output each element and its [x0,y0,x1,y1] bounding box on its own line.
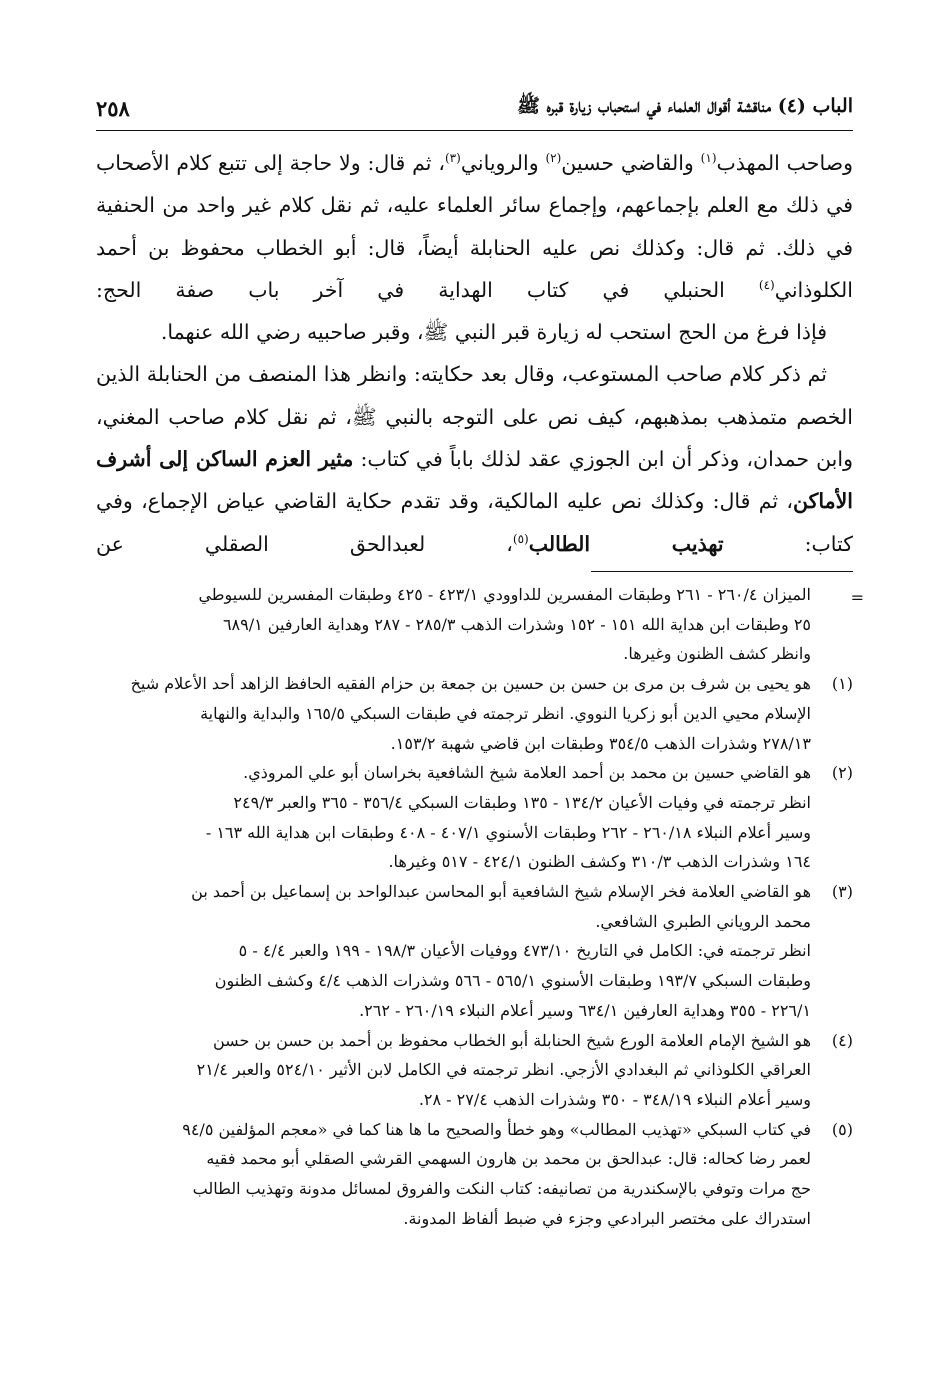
paragraph-1: وصاحب المهذب$^{(١)}$ والقاضي حسين$^{(٢)}$ والروياني$^{(٣)}$، ثم قال: ولا حاجة إلى تتبع كلام الأصحاب في ذلك مع العلم بإجماعهم، وإجماع سائر العلماء عليه، ثم نقل كلام غير واحد من الحنفية في ذلك. ثم قال: وكذلك نص عليه الحنابلة أيضاً، قال: أبو الخطاب محفوظ بن أحمد الكلوذاني$^{(٤)}$ الحنبلي في كتاب الهداية في آخر باب صفة الحج: [96,151,853,302]
footnote-line: وانظر كشف الظنون وغيرها. [623,644,811,664]
footnotes [96,580,853,1233]
footnote-number: (٤) [831,1030,853,1050]
chapter-title: الباب (٤) مناقشة أقوال العلماء في استحباب زيارة قبره ﷺ [517,95,853,117]
footnote-line: هو الشيخ الإمام العلامة الورع شيخ الحنابلة أبو الخطاب محفوظ بن أحمد بن حسن بن حسن [213,1030,811,1050]
footnote-line: محمد الروياني الطبري الشافعي. [595,911,811,931]
book-title-muthir: مثير العزم الساكن إلى أشرف الأماكن [96,447,853,514]
book-title-tahdhib: تهذيب الطالب [528,531,724,556]
footnote-line: في كتاب السبكي «تهذيب المطالب» وهو خطأ والصحيح ما ها هنا كما في «معجم المؤلفين ٩٤/٥ [182,1119,811,1139]
footnote-ref-3: (٣) [444,151,461,166]
running-header [96,88,853,128]
footnote-5 [96,1115,853,1234]
footnote-number: (٢) [831,763,853,783]
continuation-mark: = [850,588,864,607]
footnote-line: العراقي الكلوذاني ثم البغدادي الأزجي. انظر ترجمته في الكامل لابن الأثير ٥٢٤/١٠ والعبر ٢١/٤ [196,1060,811,1080]
footnote-line: هو القاضي العلامة فخر الإسلام شيخ الشافعية أبو المحاسن عبدالواحد بن إسماعيل بن أحمد بن [191,882,811,902]
footnote-line: ٢٧٨/١٣ وشذرات الذهب ٣٥٤/٥ وطبقات ابن قاضي شهبة ١٥٣/٢. [390,733,811,753]
footnote-continued [96,580,853,669]
footnote-line: وسير أعلام النبلاء ٢٦٠/١٨ - ٢٦٢ وطبقات الأسنوي ٤٠٧/١ - ٤٠٨ وطبقات ابن هداية الله ١٦٣ - [205,822,811,842]
header-rule [96,130,853,131]
page-number: ٢٥٨ [96,95,130,121]
footnote-4 [96,1026,853,1115]
footnote-line: وطبقات السبكي ١٩٣/٧ وطبقات الأسنوي ٥٦٥/١ - ٥٦٦ وشذرات الذهب ٤/٤ وكشف الظنون [214,971,811,991]
footnote-line: لعمر رضا كحاله: قال: عبدالحق بن محمد بن هارون السهمي القرشي الصقلي أبو محمد فقيه [206,1149,811,1169]
footnote-ref-4: (٤) [758,278,775,293]
footnote-line: انظر ترجمته في: الكامل في التاريخ ٤٧٣/١٠ ووفيات الأعيان ١٩٨/٣ - ١٩٩ والعبر ٤/٤ - ٥ [238,941,811,961]
footnote-ref-5: (٥) [512,531,529,546]
footnote-line: هو يحيى بن شرف بن مرى بن حسن بن حسين بن جمعة بن حزام الفقيه الحافظ الزاهد أحد الأعلام شيخ [130,674,811,694]
footnote-line: هو القاضي حسين بن محمد بن أحمد العلامة شيخ الشافعية بخراسان أبو علي المروذي. [243,763,811,783]
footnote-line: ٢٢٦/١ - ٣٥٥ وهداية العارفين ٦٣٤/١ وسير أعلام النبلاء ٢٦٠/١٩ - ٢٦٢. [359,1000,811,1020]
footnote-line: وسير أعلام النبلاء ٣٤٨/١٩ - ٣٥٠ وشذرات الذهب ٢٧/٤ - ٢٨. [418,1089,811,1109]
footnote-number: (٣) [831,882,853,902]
paragraph-3: ثم ذكر كلام صاحب المستوعب، وقال بعد حكايته: وانظر هذا المنصف من الحنابلة الذين الخصم متمذهب بمذهبهم، كيف نص على التوجه بالنبي ﷺ، ثم نقل كلام صاحب المغني، وابن حمدان، وذكر أن ابن الجوزي عقد لذلك باباً في كتاب: مثير العزم الساكن إلى أشرف الأماكن، ثم قال: وكذلك نص عليه المالكية، وقد تقدم حكاية القاضي عياض الإجماع، وفي كتاب: تهذيب الطالب$^{(٥)}$، لعبدالحق الصقلي عن [96,362,853,556]
footnote-line: حج مرات وتوفي بالإسكندرية من تصانيفه: كتاب النكت والفروق لمسائل مدونة وتهذيب الطالب [192,1179,811,1199]
footnote-1 [96,669,853,758]
footnote-number: (٥) [831,1119,853,1139]
footnote-ref-1: (١) [700,151,717,166]
footnote-3 [96,877,853,1026]
footnote-line: انظر ترجمته في وفيات الأعيان ١٣٤/٢ - ١٣٥ وطبقات السبكي ٣٥٦/٤ - ٣٦٥ والعبر ٢٤٩/٣ [233,792,811,812]
main-text [96,142,853,565]
footnote-line: استدراك على مختصر البرادعي وجزء في ضبط ألفاظ المدونة. [403,1208,811,1228]
footnote-line: ١٦٤ وشذرات الذهب ٣١٠/٣ وكشف الظنون ٤٢٤/١ - ٥١٧ وغيرها. [388,852,811,872]
footnote-2 [96,758,853,877]
footnote-line: ٢٥ وطبقات ابن هداية الله ١٥١ - ١٥٢ وشذرات الذهب ٢٨٥/٣ - ٢٨٧ وهداية العارفين ٦٨٩/١ [222,614,811,634]
footnote-line: الميزان ٢٦٠/٤ - ٢٦١ وطبقات المفسرين للداوودي ٤٢٣/١ - ٤٢٥ وطبقات المفسرين للسيوطي [198,585,811,604]
footnote-line: الإسلام محيي الدين أبو زكريا النووي. انظر ترجمته في طبقات السبكي ١٦٥/٥ والبداية والنهاية [200,703,811,723]
paragraph-quote: فإذا فرغ من الحج استحب له زيارة قبر النبي ﷺ، وقبر صاحبيه رضي الله عنهما. [160,320,827,345]
footnote-ref-2: (٢) [545,151,562,166]
footnote-number: (١) [831,674,853,694]
